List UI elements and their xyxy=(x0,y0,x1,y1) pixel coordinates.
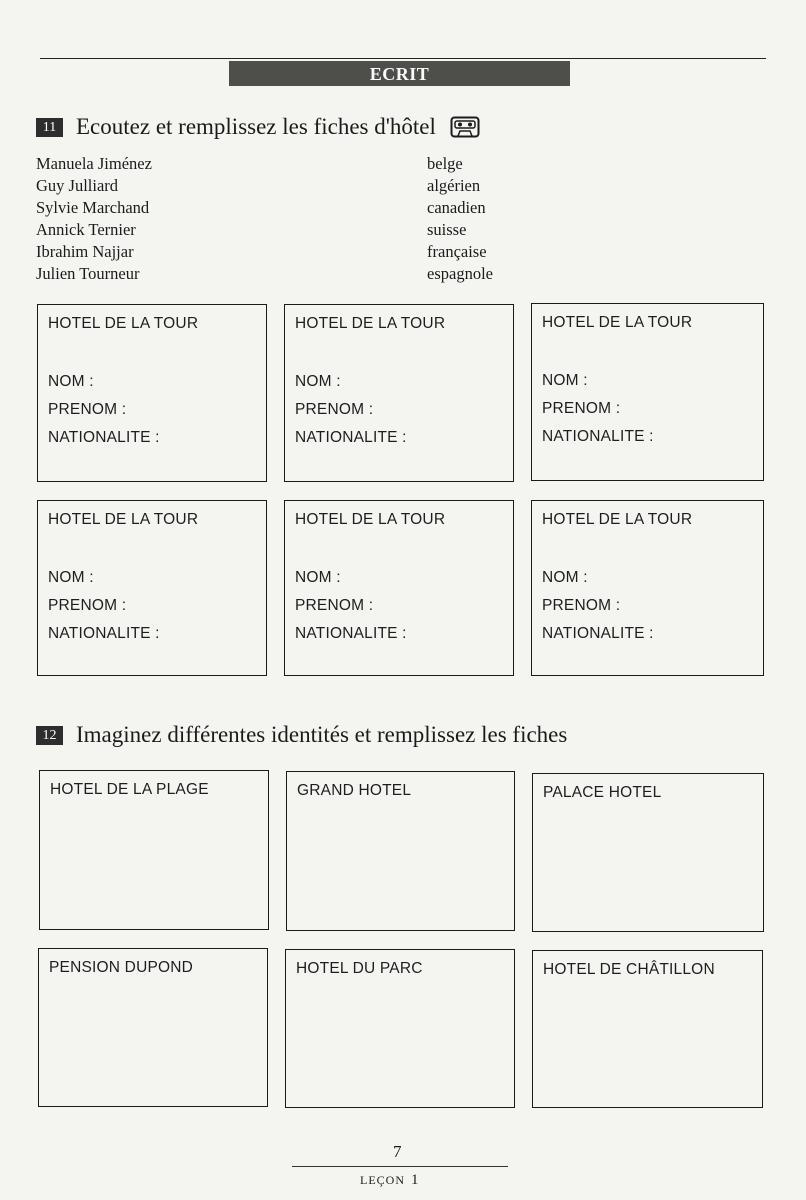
page-number: 7 xyxy=(393,1142,402,1161)
hotel-card[interactable] xyxy=(285,949,515,1108)
lesson-number: 1 xyxy=(411,1172,419,1188)
list-item: suisse xyxy=(427,220,467,239)
list-item: belge xyxy=(427,154,463,173)
top-rule xyxy=(40,58,766,59)
nationalite-field-label: NATIONALITE : xyxy=(542,625,654,642)
nom-field-label: NOM : xyxy=(295,373,341,390)
card-title: HOTEL DE LA TOUR xyxy=(48,511,199,528)
hotel-card[interactable] xyxy=(532,773,764,932)
card-title: HOTEL DE LA TOUR xyxy=(295,511,446,528)
hotel-card[interactable] xyxy=(531,303,764,481)
card-title: GRAND HOTEL xyxy=(297,782,412,799)
nationalities-list xyxy=(427,153,493,285)
lesson-label-text: LEÇON xyxy=(360,1173,405,1187)
exercise-number-badge: 12 xyxy=(36,726,63,745)
hotel-card[interactable] xyxy=(37,304,267,482)
lesson-label xyxy=(360,1172,419,1189)
list-item: Annick Ternier xyxy=(36,220,136,239)
hotel-card[interactable] xyxy=(39,770,269,930)
card-title: HOTEL DE LA TOUR xyxy=(542,511,693,528)
nom-field-label: NOM : xyxy=(542,372,588,389)
list-item: Guy Julliard xyxy=(36,176,119,195)
footer-rule xyxy=(292,1166,508,1167)
card-title: PENSION DUPOND xyxy=(49,959,194,976)
card-title: HOTEL DE LA TOUR xyxy=(48,315,199,332)
nationalite-field-label: NATIONALITE : xyxy=(295,429,407,446)
nationalite-field-label: NATIONALITE : xyxy=(542,428,654,445)
card-title: HOTEL DE LA TOUR xyxy=(542,314,693,331)
list-item: française xyxy=(427,242,487,261)
cassette-tape-icon xyxy=(450,116,480,138)
prenom-field-label: PRENOM : xyxy=(295,597,374,614)
names-list xyxy=(36,153,152,285)
hotel-card[interactable] xyxy=(531,500,764,676)
prenom-field-label: PRENOM : xyxy=(48,401,127,418)
card-title: PALACE HOTEL xyxy=(543,784,662,801)
nationalite-field-label: NATIONALITE : xyxy=(295,625,407,642)
prenom-field-label: PRENOM : xyxy=(542,400,621,417)
nationalite-field-label: NATIONALITE : xyxy=(48,625,160,642)
list-item: Sylvie Marchand xyxy=(36,198,150,217)
exercise-12-header xyxy=(36,722,567,748)
prenom-field-label: PRENOM : xyxy=(542,597,621,614)
section-banner: ECRIT xyxy=(229,61,570,86)
list-item: espagnole xyxy=(427,264,493,283)
list-item: algérien xyxy=(427,176,481,195)
hotel-card[interactable] xyxy=(532,950,763,1108)
exercise-12-title: Imaginez différentes identités et remplissez les fiches xyxy=(76,722,568,747)
prenom-field-label: PRENOM : xyxy=(48,597,127,614)
exercise-number-badge: 11 xyxy=(36,118,63,137)
nationalite-field-label: NATIONALITE : xyxy=(48,429,160,446)
exercise-11-header xyxy=(36,114,480,140)
card-title: HOTEL DE LA TOUR xyxy=(295,315,446,332)
hotel-card[interactable] xyxy=(38,948,268,1107)
prenom-field-label: PRENOM : xyxy=(295,401,374,418)
hotel-card[interactable] xyxy=(284,304,514,482)
card-title: HOTEL DE CHÂTILLON xyxy=(543,961,715,978)
hotel-card[interactable] xyxy=(284,500,514,676)
hotel-card[interactable] xyxy=(37,500,267,676)
card-title: HOTEL DE LA PLAGE xyxy=(50,781,209,798)
card-title: HOTEL DU PARC xyxy=(296,960,423,977)
hotel-card[interactable] xyxy=(286,771,515,931)
nom-field-label: NOM : xyxy=(295,569,341,586)
list-item: Manuela Jiménez xyxy=(36,154,152,173)
exercise-11-title: Ecoutez et remplissez les fiches d'hôtel xyxy=(76,114,436,139)
nom-field-label: NOM : xyxy=(48,569,94,586)
nom-field-label: NOM : xyxy=(542,569,588,586)
list-item: Ibrahim Najjar xyxy=(36,242,134,261)
list-item: Julien Tourneur xyxy=(36,264,140,283)
nom-field-label: NOM : xyxy=(48,373,94,390)
list-item: canadien xyxy=(427,198,486,217)
